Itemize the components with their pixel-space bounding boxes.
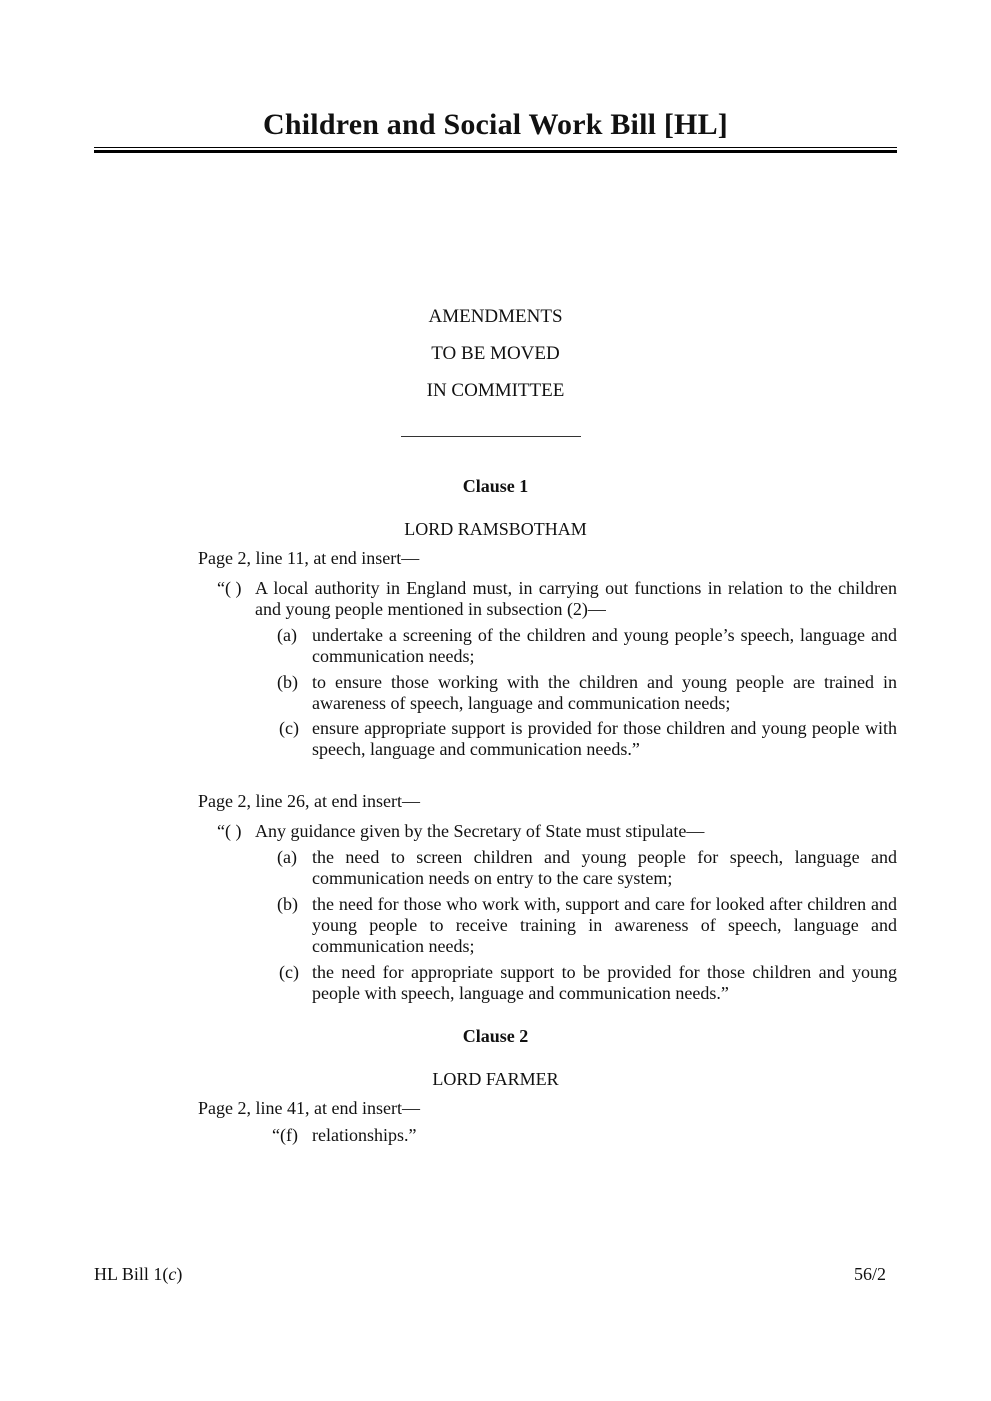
section-divider bbox=[401, 436, 581, 437]
amendment-1-item-c-text: ensure appropriate support is provided for those children and young people with speech, language and communication needs.” bbox=[312, 718, 897, 759]
amendment-1-item-b-text: to ensure those working with the children and young people are trained in awareness of speech, language and communication needs; bbox=[312, 672, 897, 713]
amendment-2-marker: “( ) bbox=[217, 821, 242, 841]
amendment-2-item-a-label: (a) bbox=[277, 847, 297, 867]
amendment-1-item-c-label: (c) bbox=[279, 718, 299, 738]
amendment-2-item-c-label: (c) bbox=[279, 962, 299, 982]
clause-2-member: LORD FARMER bbox=[432, 1069, 559, 1089]
amendment-2-item-b-text: the need for those who work with, support and care for looked after children and young people to receive training in awareness of speech, language and communication needs; bbox=[312, 894, 897, 956]
amendment-1-item-b-label: (b) bbox=[277, 672, 298, 692]
amendment-1-item-a-text: undertake a screening of the children and young people’s speech, language and communication needs; bbox=[312, 625, 897, 666]
clause-1-member: LORD RAMSBOTHAM bbox=[404, 519, 587, 539]
clause-2-heading: Clause 2 bbox=[462, 1026, 529, 1046]
page-code: 56/2 bbox=[853, 1264, 886, 1284]
amendment-2-item-b-label: (b) bbox=[277, 894, 298, 914]
bill-reference-italic: c bbox=[168, 1264, 177, 1284]
amendment-3-location: Page 2, line 41, at end insert— bbox=[198, 1098, 420, 1118]
bill-reference-prefix: HL Bill 1( bbox=[94, 1264, 169, 1284]
intro-line-2: TO BE MOVED bbox=[431, 343, 560, 364]
amendment-2-text: Any guidance given by the Secretary of State must stipulate— bbox=[255, 821, 705, 841]
intro-line-1: AMENDMENTS bbox=[428, 306, 563, 327]
amendment-2-item-a-text: the need to screen children and young people for speech, language and communication needs on entry to the care system; bbox=[312, 847, 897, 888]
amendment-3-marker: “(f) bbox=[272, 1125, 298, 1145]
title-rule-thick bbox=[94, 150, 897, 153]
amendment-1-item-a-label: (a) bbox=[277, 625, 297, 645]
amendment-2-item-c-text: the need for appropriate support to be provided for those children and young people with speech, language and communication needs.” bbox=[312, 962, 897, 1003]
clause-1-heading: Clause 1 bbox=[462, 476, 529, 496]
amendment-1-location: Page 2, line 11, at end insert— bbox=[198, 548, 420, 568]
amendment-1-text: A local authority in England must, in carrying out functions in relation to the children and young people mentioned in subsection (2)— bbox=[255, 578, 897, 619]
bill-reference-suffix: ) bbox=[176, 1264, 183, 1284]
amendment-2-location: Page 2, line 26, at end insert— bbox=[198, 791, 420, 811]
title-rule-thin bbox=[94, 147, 897, 148]
amendment-3-text: relationships.” bbox=[312, 1125, 417, 1145]
document-title: Children and Social Work Bill [HL] bbox=[263, 108, 728, 141]
amendment-1-marker: “( ) bbox=[217, 578, 242, 598]
intro-line-3: IN COMMITTEE bbox=[426, 380, 565, 401]
bill-reference bbox=[94, 1264, 182, 1285]
